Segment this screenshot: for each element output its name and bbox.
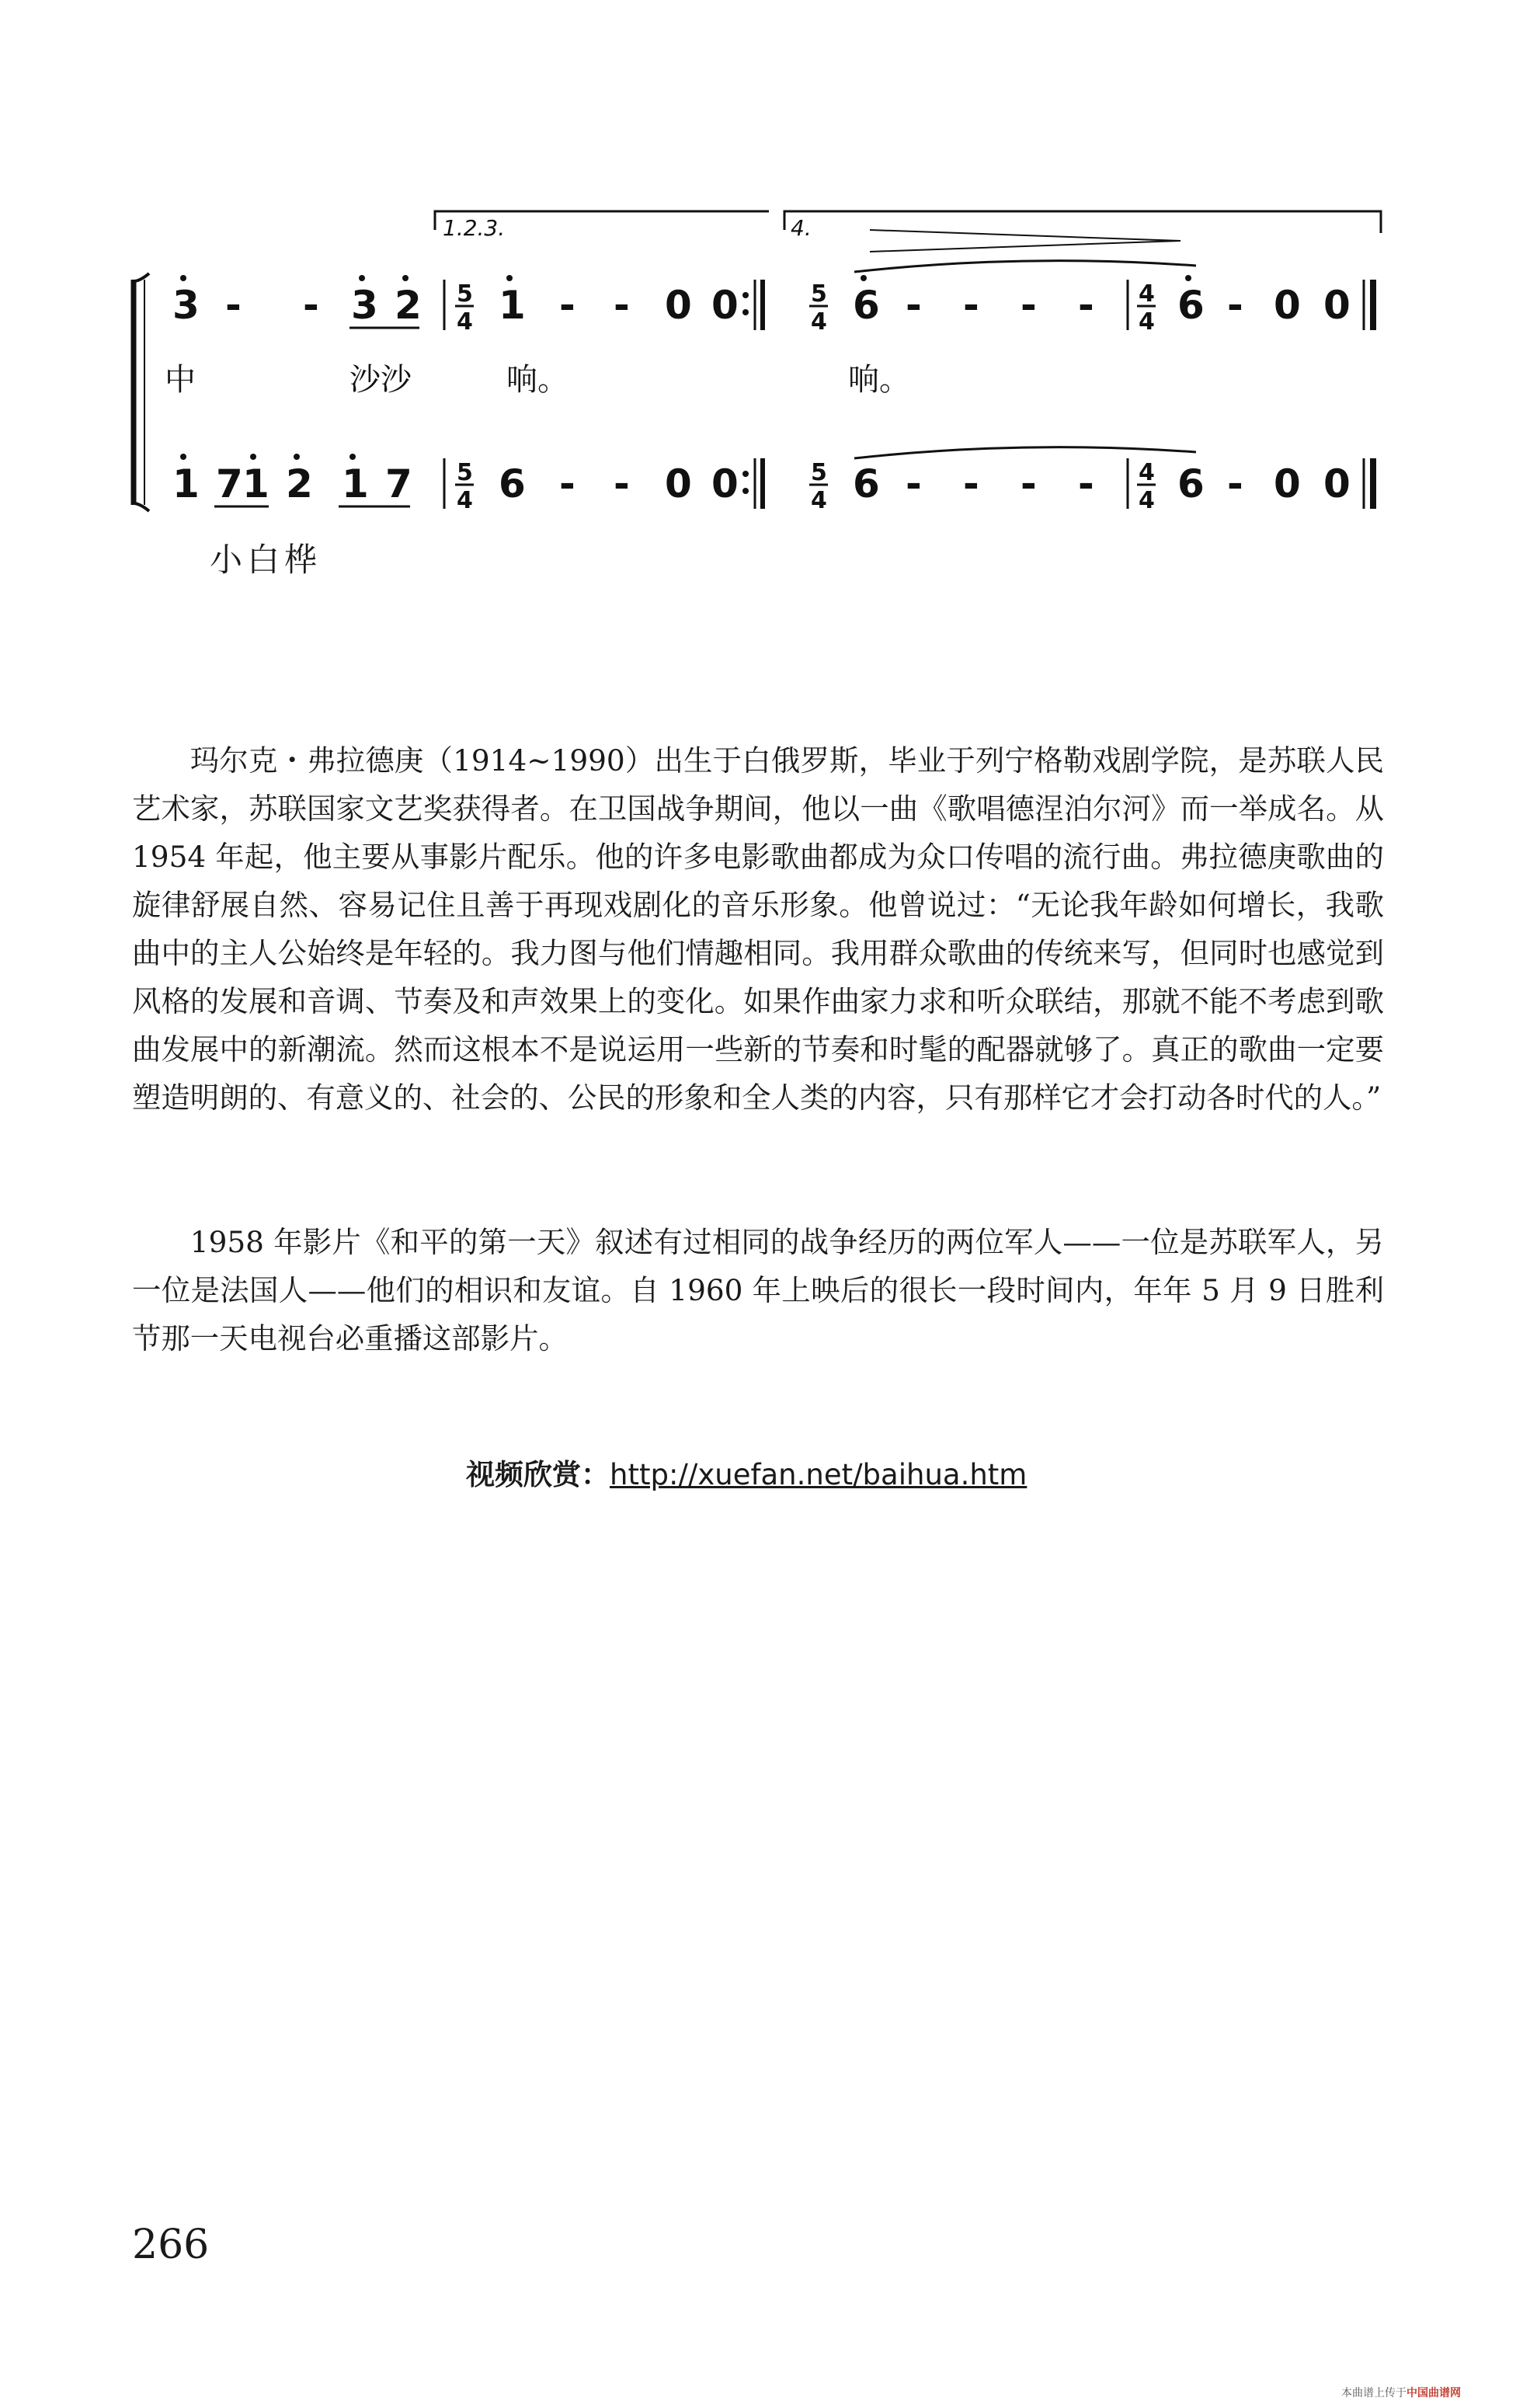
lyric: 中 <box>165 362 196 398</box>
page-number: 266 <box>132 2222 210 2268</box>
note: 6 <box>1177 283 1205 328</box>
time-sig-bottom: 4 <box>457 308 473 336</box>
video-link[interactable]: http://xuefan.net/baihua.htm <box>610 1458 1028 1491</box>
note: 6 <box>1177 461 1205 506</box>
note: - <box>559 283 575 328</box>
note: 0 <box>1274 461 1301 506</box>
volta-label-2: 4. <box>791 215 812 241</box>
note: 7 <box>216 461 243 506</box>
time-sig-bottom: 4 <box>811 487 827 514</box>
note: - <box>559 461 575 506</box>
lyrics-line <box>165 362 910 398</box>
note: - <box>963 461 979 506</box>
high-octave-dot <box>506 275 513 281</box>
time-sig-bottom: 4 <box>811 308 827 336</box>
note: - <box>614 461 630 506</box>
note: 0 <box>1323 461 1351 506</box>
note: 0 <box>665 461 692 506</box>
note: - <box>1227 283 1243 328</box>
high-octave-dot <box>1185 275 1191 281</box>
note: - <box>906 461 922 506</box>
note: 0 <box>711 283 739 328</box>
staff-2 <box>172 447 1373 514</box>
note: - <box>963 283 979 328</box>
note: - <box>1021 283 1037 328</box>
time-sig-bottom: 4 <box>457 487 473 514</box>
time-sig-bottom: 4 <box>1139 487 1155 514</box>
high-octave-dot <box>250 454 256 460</box>
lyric: 沙沙 <box>349 362 412 398</box>
high-octave-dot <box>359 275 365 281</box>
body-paragraph-2: 1958 年影片《和平的第一天》叙述有过相同的战争经历的两位军人——一位是苏联军人，另一位是法国人——他们的相识和友谊。自 1960 年上映后的很长一段时间内，年年 5 月 9 日胜利节那一天电视台必重播这部影片。 <box>132 1225 1384 1355</box>
note: 7 <box>385 461 412 506</box>
time-sig-top: 5 <box>811 459 827 486</box>
time-sig-top: 5 <box>457 280 473 308</box>
note: 6 <box>853 461 880 506</box>
volta-label-1: 1.2.3. <box>443 215 506 241</box>
note: - <box>1078 461 1094 506</box>
tie <box>854 447 1196 458</box>
high-octave-dot <box>180 454 186 460</box>
footer-watermark <box>1341 2385 1461 2400</box>
note: 0 <box>1323 283 1351 328</box>
time-sig-top: 4 <box>1139 459 1155 486</box>
note: 6 <box>853 283 880 328</box>
body-paragraph-1: 玛尔克・弗拉德庚（1914~1990）出生于白俄罗斯，毕业于列宁格勒戏剧学院，是苏联人民艺术家，苏联国家文艺奖获得者。在卫国战争期间，他以一曲《歌唱德涅泊尔河》而一举成名。从 1954 年起，他主要从事影片配乐。他的许多电影歌曲都成为众口传唱的流行曲。弗拉德庚歌曲的旋律舒展自然、容易记住且善于再现戏剧化的音乐形象。他曾说过：“无论我年龄如何增长，我歌曲中的主人公始终是年轻的。我力图与他们情趣相同。我用群众歌曲的传统来写，但同时也感觉到风格的发展和音调、节奏及和声效果上的变化。如果作曲家力求和听众联结，那就不能不考虑到歌曲发展中的新潮流。然而这根本不是说运用一些新的节奏和时髦的配器就够了。真正的歌曲一定要塑造明朗的、有意义的、社会的、公民的形象和全人类的内容，只有那样它才会打动各时代的人。” <box>132 743 1384 1115</box>
score-svg <box>0 0 1523 575</box>
note: 0 <box>711 461 739 506</box>
time-sig-top: 5 <box>811 280 827 308</box>
video-line <box>466 1451 1027 1493</box>
staff-1 <box>172 261 1373 336</box>
decrescendo-hairpin <box>870 230 1180 252</box>
lyric: 响。 <box>848 362 910 398</box>
high-octave-dot <box>402 275 409 281</box>
volta-bracket-1 <box>435 211 769 241</box>
note: 0 <box>665 283 692 328</box>
footer-brand: 中国曲谱网 <box>1407 2387 1461 2399</box>
note: - <box>1021 461 1037 506</box>
tie <box>854 261 1196 272</box>
time-sig-bottom: 4 <box>1139 308 1155 336</box>
note: - <box>303 283 319 328</box>
time-sig-top: 4 <box>1139 280 1155 308</box>
note: 6 <box>499 461 526 506</box>
note: 2 <box>286 461 313 506</box>
volta-bracket-2 <box>784 211 1381 241</box>
song-title: 小白桦 <box>210 541 322 579</box>
note: 1 <box>342 461 369 506</box>
note: - <box>614 283 630 328</box>
footer-prefix: 本曲谱上传于 <box>1341 2387 1407 2399</box>
note: 1 <box>499 283 526 328</box>
high-octave-dot <box>861 275 867 281</box>
note: - <box>1227 461 1243 506</box>
note: - <box>906 283 922 328</box>
numbered-music-score <box>0 0 1523 579</box>
note: 0 <box>1274 283 1301 328</box>
note: - <box>1078 283 1094 328</box>
note: - <box>225 283 242 328</box>
note: 3 <box>351 283 378 328</box>
high-octave-dot <box>180 275 186 281</box>
note: 1 <box>172 461 200 506</box>
note: 2 <box>395 283 422 328</box>
note: 3 <box>172 283 200 328</box>
high-octave-dot <box>294 454 300 460</box>
note: 1 <box>242 461 269 506</box>
system-bracket <box>134 273 149 511</box>
video-label: 视频欣赏： <box>466 1458 610 1491</box>
time-sig-top: 5 <box>457 459 473 486</box>
lyric: 响。 <box>506 362 569 398</box>
high-octave-dot <box>349 454 356 460</box>
